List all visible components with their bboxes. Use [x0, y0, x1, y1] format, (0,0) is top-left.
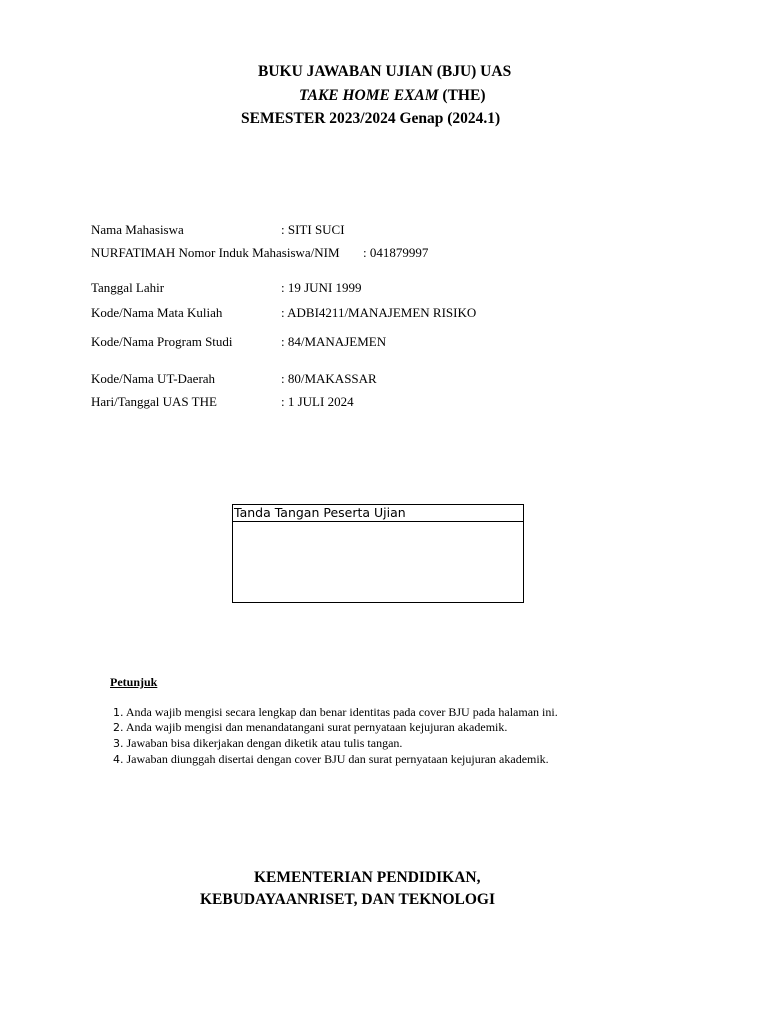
tanggal-lahir-label: Tanggal Lahir: [91, 280, 165, 295]
instruction-number: 1.: [113, 706, 124, 719]
nama-label: Nama Mahasiswa: [91, 222, 184, 237]
mata-kuliah-label: Kode/Nama Mata Kuliah: [91, 305, 223, 320]
tanggal-lahir-value: : 19 JUNI 1999: [281, 280, 362, 295]
instruction-item: [113, 752, 549, 767]
doc-title-line2: [299, 87, 485, 105]
ministry-line1: KEMENTERIAN PENDIDIKAN,: [254, 869, 481, 886]
instruction-number: 3.: [113, 737, 124, 750]
nama-value: : SITI SUCI: [281, 222, 345, 237]
program-studi-value: : 84/MANAJEMEN: [281, 334, 387, 349]
ministry-line2: KEBUDAYAANRISET, DAN TEKNOLOGI: [200, 891, 496, 908]
signature-label: Tanda Tangan Peserta Ujian: [233, 505, 523, 522]
ut-daerah-label: Kode/Nama UT-Daerah: [91, 371, 216, 386]
instruction-text: Jawaban bisa dikerjakan dengan diketik atau tulis tangan.: [126, 736, 403, 750]
mata-kuliah-value: : ADBI4211/MANAJEMEN RISIKO: [281, 305, 477, 320]
tanggal-uas-label: Hari/Tanggal UAS THE: [91, 394, 217, 409]
doc-title-line1: BUKU JAWABAN UJIAN (BJU) UAS: [258, 63, 512, 80]
signature-area: [233, 522, 523, 604]
instruction-number: 4.: [113, 753, 124, 766]
instruction-item: [113, 705, 558, 720]
instruction-text: Anda wajib mengisi secara lengkap dan benar identitas pada cover BJU pada halaman ini.: [125, 705, 558, 719]
nim-value: : 041879997: [363, 245, 429, 260]
doc-title-suffix: (THE): [438, 87, 486, 104]
instruction-item: [113, 736, 402, 751]
instruction-text: Jawaban diunggah disertai dengan cover BJU dan surat pernyataan kejujuran akademik.: [126, 752, 549, 766]
program-studi-label: Kode/Nama Program Studi: [91, 334, 233, 349]
tanggal-uas-value: : 1 JULI 2024: [281, 394, 354, 409]
nim-label: NURFATIMAH Nomor Induk Mahasiswa/NIM: [91, 245, 340, 260]
ut-daerah-value: : 80/MAKASSAR: [281, 371, 377, 386]
instructions-title: Petunjuk: [110, 675, 158, 689]
instruction-text: Anda wajib mengisi dan menandatangani surat pernyataan kejujuran akademik.: [125, 720, 508, 734]
instruction-item: [113, 720, 507, 735]
signature-box: [232, 504, 524, 603]
doc-title-italic: TAKE HOME EXAM: [299, 87, 439, 104]
doc-title-semester: SEMESTER 2023/2024 Genap (2024.1): [241, 110, 501, 127]
instruction-number: 2.: [113, 721, 124, 734]
